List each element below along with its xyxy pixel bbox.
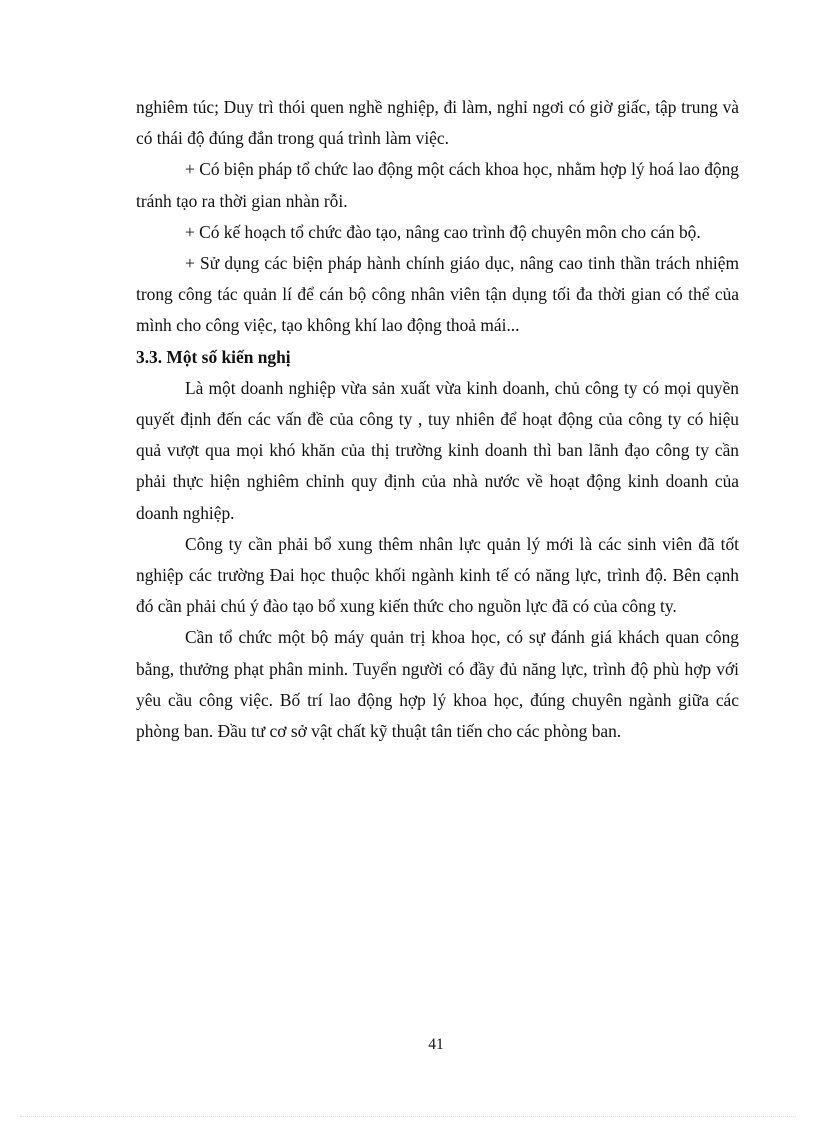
paragraph-continuation: nghiêm túc; Duy trì thói quen nghề nghiệp, đi làm, nghỉ ngơi có giờ giấc, tập trung và có thái độ đúng đắn trong quá trình làm việc. — [136, 97, 739, 149]
paragraph-enterprise: Là một doanh nghiệp vừa sản xuất vừa kinh doanh, chủ công ty có mọi quyền quyết định đến các vấn đề của công ty , tuy nhiên để hoạt động của công ty có hiệu quả vượt qua mọi khó khăn của thị trường kinh doanh thì ban lãnh đạo công ty cần phải thực hiện nghiêm chỉnh quy định của nhà nước về hoạt động kinh doanh của doanh nghiệp. — [136, 377, 739, 523]
page-number: 41 — [428, 1036, 444, 1053]
bullet-labor-organization: + Có biện pháp tổ chức lao động một cách khoa học, nhằm hợp lý hoá lao động tránh tạo ra thời gian nhàn rỗi. — [136, 159, 739, 211]
paragraph-management: Cần tổ chức một bộ máy quản trị khoa học, có sự đánh giá khách quan công bằng, thưởng phạt phân minh. Tuyển người có đầy đủ năng lực, trình độ phù hợp với yêu cầu công việc. Bố trí lao động hợp lý khoa học, đúng chuyên ngành giữa các phòng ban. Đầu tư cơ sở vật chất kỹ thuật tân tiến cho các phòng ban. — [136, 627, 739, 742]
bullet-administrative-measures: + Sử dụng các biện pháp hành chính giáo dục, nâng cao tinh thần trách nhiệm trong công tác quản lí để cán bộ công nhân viên tận dụng tối đa thời gian có thể của mình cho công việc, tạo không khí lao động thoả mái... — [136, 253, 739, 336]
paragraph-staffing: Công ty cần phải bổ xung thêm nhân lực quản lý mới là các sinh viên đã tốt nghiệp các trường Đai học thuộc khối ngành kinh tế có năng lực, trình độ. Bên cạnh đó cần phải chú ý đào tạo bổ xung kiến thức cho nguồn lực đã có của công ty. — [136, 533, 739, 617]
page-bottom-divider — [20, 1116, 796, 1117]
section-heading: 3.3. Một số kiến nghị — [136, 346, 291, 367]
page-body — [136, 92, 739, 747]
bullet-training-plan: + Có kế hoạch tổ chức đào tạo, nâng cao trình độ chuyên môn cho cán bộ. — [185, 221, 701, 242]
